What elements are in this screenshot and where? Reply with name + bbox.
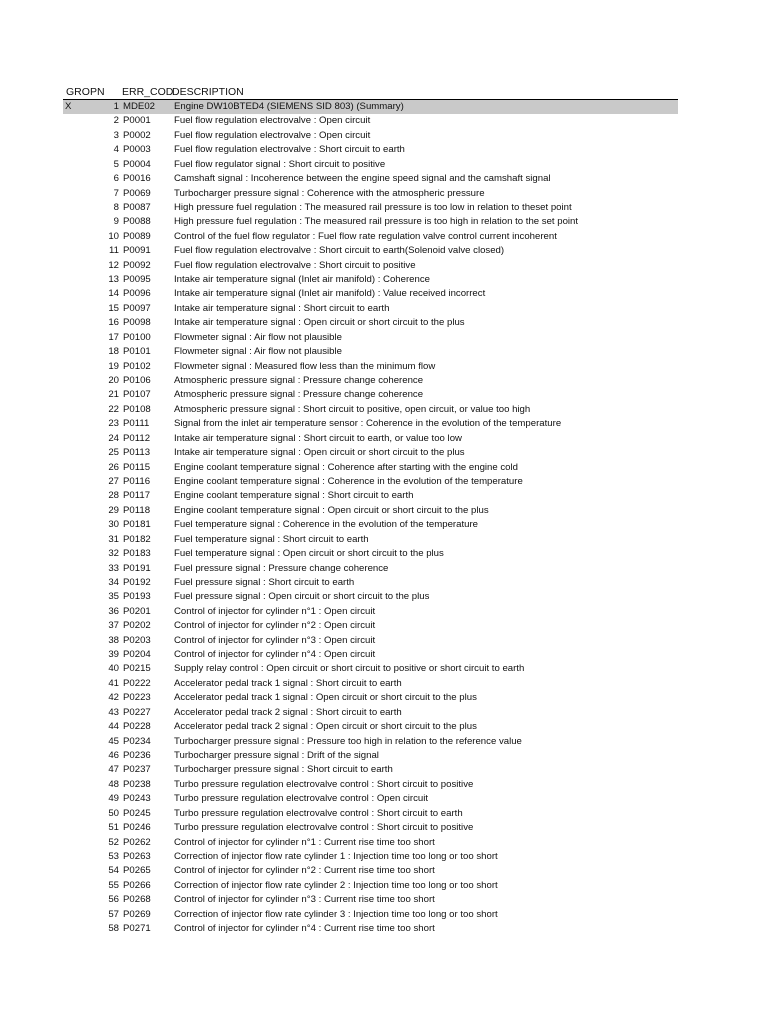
- row-number-cell: 46: [108, 749, 119, 761]
- description-cell: Control of injector for cylinder n°1 : Open circuit: [174, 605, 376, 617]
- description-cell: Accelerator pedal track 1 signal : Open circuit or short circuit to the plus: [174, 692, 477, 704]
- table-row[interactable]: [63, 259, 678, 273]
- description-cell: Turbocharger pressure signal : Pressure too high in relation to the reference value: [174, 735, 522, 747]
- table-row[interactable]: [63, 417, 678, 431]
- table-row[interactable]: [63, 446, 678, 460]
- row-number-cell: 11: [109, 245, 119, 257]
- table-body: [63, 100, 678, 936]
- table-row[interactable]: [63, 187, 678, 201]
- description-cell: Turbo pressure regulation electrovalve control : Open circuit: [174, 793, 428, 805]
- row-group-cell: [63, 158, 83, 172]
- table-row[interactable]: [63, 143, 678, 157]
- error-code-cell: P0245: [123, 807, 151, 819]
- row-number-cell: 48: [108, 778, 119, 790]
- error-code-cell: P0269: [123, 908, 151, 920]
- row-group-cell: [63, 547, 83, 561]
- table-row[interactable]: [63, 475, 678, 489]
- row-group-cell: [63, 417, 83, 431]
- header-err-cod: ERR_COD: [122, 86, 174, 98]
- table-row[interactable]: [63, 158, 678, 172]
- error-code-cell: P0201: [123, 605, 151, 617]
- row-group-cell: [63, 259, 83, 273]
- row-number-cell: 37: [108, 620, 119, 632]
- row-number-cell: 26: [108, 461, 119, 473]
- row-group-cell: [63, 230, 83, 244]
- row-number-cell: 15: [108, 302, 119, 314]
- error-code-cell: P0003: [123, 144, 151, 156]
- row-number-cell: 23: [108, 418, 119, 430]
- error-code-cell: P0092: [123, 259, 151, 271]
- row-group-cell: [63, 374, 83, 388]
- table-row[interactable]: [63, 287, 678, 301]
- error-code-cell: P0118: [123, 504, 151, 516]
- row-group-cell: [63, 172, 83, 186]
- row-group-cell: [63, 562, 83, 576]
- table-row[interactable]: [63, 807, 678, 821]
- row-group-cell: [63, 273, 83, 287]
- row-number-cell: 51: [108, 822, 119, 834]
- header-gro: GRO: [66, 86, 90, 98]
- row-number-cell: 18: [108, 346, 119, 358]
- description-cell: Intake air temperature signal : Short circuit to earth: [174, 302, 390, 314]
- row-number-cell: 16: [108, 317, 119, 329]
- error-code-cell: P0203: [123, 634, 151, 646]
- description-cell: Fuel temperature signal : Short circuit to earth: [174, 533, 369, 545]
- row-number-cell: 33: [108, 562, 119, 574]
- description-cell: Correction of injector flow rate cylinder 1 : Injection time too long or too short: [174, 850, 498, 862]
- error-code-cell: P0236: [123, 749, 151, 761]
- row-number-cell: 39: [108, 649, 119, 661]
- header-pn: PN: [90, 86, 105, 98]
- error-code-cell: P0095: [123, 274, 151, 286]
- description-cell: Accelerator pedal track 2 signal : Short circuit to earth: [174, 706, 402, 718]
- error-code-cell: P0265: [123, 865, 151, 877]
- description-cell: Signal from the inlet air temperature sensor : Coherence in the evolution of the temperature: [174, 418, 562, 430]
- error-code-cell: P0182: [123, 533, 151, 545]
- description-cell: High pressure fuel regulation : The measured rail pressure is too low in relation to theset point: [174, 201, 572, 213]
- error-code-cell: P0097: [123, 302, 151, 314]
- description-cell: Correction of injector flow rate cylinder 2 : Injection time too long or too short: [174, 879, 498, 891]
- row-group-cell: [63, 388, 83, 402]
- description-cell: Control of injector for cylinder n°2 : Open circuit: [174, 620, 376, 632]
- description-cell: Intake air temperature signal : Short circuit to earth, or value too low: [174, 432, 462, 444]
- row-number-cell: 6: [113, 173, 119, 185]
- description-cell: Atmospheric pressure signal : Pressure change coherence: [174, 389, 424, 401]
- table-row[interactable]: [63, 691, 678, 705]
- row-group-cell: [63, 634, 83, 648]
- row-number-cell: 36: [108, 605, 119, 617]
- table-row[interactable]: [63, 634, 678, 648]
- row-number-cell: 22: [108, 403, 119, 415]
- row-number-cell: 53: [108, 850, 119, 862]
- table-row[interactable]: [63, 576, 678, 590]
- description-cell: Turbocharger pressure signal : Coherence with the atmospheric pressure: [174, 187, 485, 199]
- table-row[interactable]: [63, 706, 678, 720]
- error-code-cell: P0238: [123, 778, 151, 790]
- row-number-cell: 1: [83, 100, 123, 114]
- row-number-cell: 25: [108, 447, 119, 459]
- row-group-cell: [63, 735, 83, 749]
- row-group-cell: [63, 807, 83, 821]
- error-code-cell: P0113: [123, 447, 151, 459]
- description-cell: Accelerator pedal track 2 signal : Open circuit or short circuit to the plus: [174, 721, 477, 733]
- error-code-cell: P0193: [123, 591, 151, 603]
- row-group-cell: [63, 360, 83, 374]
- table-row[interactable]: [63, 893, 678, 907]
- table-row[interactable]: [63, 922, 678, 936]
- description-cell: Atmospheric pressure signal : Pressure change coherence: [174, 375, 424, 387]
- table-row[interactable]: [63, 316, 678, 330]
- description-cell: Engine coolant temperature signal : Short circuit to earth: [174, 490, 414, 502]
- description-cell: Engine coolant temperature signal : Coherence after starting with the engine cold: [174, 461, 518, 473]
- row-number-cell: 58: [108, 923, 119, 935]
- description-cell: Fuel pressure signal : Short circuit to earth: [174, 576, 355, 588]
- description-cell: Control of injector for cylinder n°3 : Open circuit: [174, 634, 376, 646]
- description-cell: Turbocharger pressure signal : Short circuit to earth: [174, 764, 393, 776]
- error-code-cell: P0192: [123, 576, 151, 588]
- description-cell: Flowmeter signal : Measured flow less than the minimum flow: [174, 360, 436, 372]
- error-code-cell: P0098: [123, 317, 151, 329]
- row-number-cell: 52: [108, 836, 119, 848]
- row-number-cell: 8: [113, 201, 119, 213]
- description-cell: Atmospheric pressure signal : Short circuit to positive, open circuit, or value too high: [174, 403, 531, 415]
- error-code-cell: P0004: [123, 158, 151, 170]
- table-row[interactable]: [63, 432, 678, 446]
- error-code-cell: P0234: [123, 735, 151, 747]
- description-cell: Fuel temperature signal : Coherence in the evolution of the temperature: [174, 519, 478, 531]
- error-code-cell: P0101: [123, 346, 151, 358]
- row-group-cell: [63, 720, 83, 734]
- error-code-table: [63, 100, 678, 936]
- table-row[interactable]: [63, 360, 678, 374]
- description-cell: Turbo pressure regulation electrovalve control : Short circuit to positive: [174, 778, 474, 790]
- description-cell: Control of the fuel flow regulator : Fuel flow rate regulation valve control current incoherent: [174, 230, 557, 242]
- row-group-cell: [63, 706, 83, 720]
- error-code-cell: P0091: [123, 245, 151, 257]
- error-code-cell: P0266: [123, 879, 151, 891]
- table-row[interactable]: [63, 403, 678, 417]
- error-code-cell: P0115: [123, 461, 151, 473]
- row-group-cell: [63, 850, 83, 864]
- error-code-cell: P0191: [123, 562, 151, 574]
- row-group-cell: [63, 778, 83, 792]
- table-row[interactable]: [63, 850, 678, 864]
- row-number-cell: 47: [108, 764, 119, 776]
- description-cell: Control of injector for cylinder n°4 : Open circuit: [174, 649, 376, 661]
- table-row[interactable]: [63, 763, 678, 777]
- table-row[interactable]: [63, 388, 678, 402]
- error-code-cell: P0263: [123, 850, 151, 862]
- description-cell: Fuel flow regulator signal : Short circuit to positive: [174, 158, 386, 170]
- error-code-cell: P0181: [123, 519, 151, 531]
- row-number-cell: 42: [108, 692, 119, 704]
- row-group-cell: [63, 345, 83, 359]
- error-code-cell: P0088: [123, 216, 151, 228]
- row-group-cell: [63, 518, 83, 532]
- error-code-cell: P0222: [123, 677, 151, 689]
- row-group-cell: [63, 691, 83, 705]
- row-number-cell: 12: [108, 259, 119, 271]
- error-code-cell: P0111: [123, 418, 150, 430]
- row-number-cell: 43: [108, 706, 119, 718]
- row-number-cell: 31: [108, 533, 119, 545]
- error-code-cell: P0096: [123, 288, 151, 300]
- description-cell: Fuel flow regulation electrovalve : Open circuit: [174, 115, 371, 127]
- description-cell: Intake air temperature signal (Inlet air manifold) : Coherence: [174, 274, 430, 286]
- description-cell: Turbo pressure regulation electrovalve control : Short circuit to earth: [174, 807, 463, 819]
- table-row[interactable]: [63, 836, 678, 850]
- description-cell: Engine DW10BTED4 (SIEMENS SID 803) (Summary): [174, 100, 678, 114]
- row-number-cell: 9: [113, 216, 119, 228]
- row-number-cell: 30: [108, 519, 119, 531]
- table-row[interactable]: [63, 215, 678, 229]
- error-code-cell: P0116: [123, 475, 151, 487]
- row-group-cell: [63, 114, 83, 128]
- error-code-cell: P0262: [123, 836, 151, 848]
- row-group-cell: [63, 677, 83, 691]
- row-number-cell: 5: [113, 158, 119, 170]
- table-row[interactable]: [63, 562, 678, 576]
- table-row[interactable]: [63, 605, 678, 619]
- description-cell: Fuel pressure signal : Pressure change coherence: [174, 562, 389, 574]
- error-code-cell: P0223: [123, 692, 151, 704]
- table-row[interactable]: [63, 244, 678, 258]
- description-cell: Control of injector for cylinder n°1 : Current rise time too short: [174, 836, 435, 848]
- row-group-cell: [63, 143, 83, 157]
- table-row[interactable]: [63, 648, 678, 662]
- row-group-cell: [63, 836, 83, 850]
- row-group-cell: [63, 302, 83, 316]
- table-row[interactable]: [63, 273, 678, 287]
- row-group-cell: [63, 287, 83, 301]
- description-cell: Correction of injector flow rate cylinder 3 : Injection time too long or too short: [174, 908, 498, 920]
- error-code-cell: P0202: [123, 620, 151, 632]
- row-group-cell: X: [63, 100, 83, 114]
- row-number-cell: 54: [108, 865, 119, 877]
- table-row[interactable]: [63, 230, 678, 244]
- row-group-cell: [63, 331, 83, 345]
- error-code-cell: P0271: [123, 923, 151, 935]
- description-cell: Fuel flow regulation electrovalve : Short circuit to positive: [174, 259, 416, 271]
- row-number-cell: 10: [108, 230, 119, 242]
- row-group-cell: [63, 504, 83, 518]
- row-number-cell: 14: [108, 288, 119, 300]
- description-cell: Turbocharger pressure signal : Drift of the signal: [174, 749, 379, 761]
- header-description: DESCRIPTION: [172, 86, 244, 98]
- row-number-cell: 7: [113, 187, 119, 199]
- row-number-cell: 38: [108, 634, 119, 646]
- row-group-cell: [63, 864, 83, 878]
- row-group-cell: [63, 215, 83, 229]
- row-number-cell: 45: [108, 735, 119, 747]
- table-row[interactable]: [63, 374, 678, 388]
- table-row[interactable]: [63, 302, 678, 316]
- table-row[interactable]: [63, 677, 678, 691]
- error-code-cell: P0246: [123, 822, 151, 834]
- row-number-cell: 49: [108, 793, 119, 805]
- row-number-cell: 57: [108, 908, 119, 920]
- error-code-cell: P0087: [123, 201, 151, 213]
- error-code-cell: P0112: [123, 432, 151, 444]
- error-code-cell: P0237: [123, 764, 151, 776]
- row-group-cell: [63, 316, 83, 330]
- description-cell: Intake air temperature signal : Open circuit or short circuit to the plus: [174, 447, 465, 459]
- row-number-cell: 2: [113, 115, 119, 127]
- row-number-cell: 27: [108, 475, 119, 487]
- table-row[interactable]: [63, 590, 678, 604]
- error-code-cell: P0002: [123, 129, 151, 141]
- description-cell: Accelerator pedal track 1 signal : Short circuit to earth: [174, 677, 402, 689]
- error-code-cell: P0108: [123, 403, 151, 415]
- table-row[interactable]: [63, 518, 678, 532]
- table-row[interactable]: [63, 619, 678, 633]
- error-code-cell: P0106: [123, 375, 151, 387]
- description-cell: Engine coolant temperature signal : Coherence in the evolution of the temperature: [174, 475, 523, 487]
- row-number-cell: 28: [108, 490, 119, 502]
- row-group-cell: [63, 576, 83, 590]
- description-cell: Engine coolant temperature signal : Open circuit or short circuit to the plus: [174, 504, 489, 516]
- row-group-cell: [63, 922, 83, 936]
- table-row[interactable]: [63, 778, 678, 792]
- row-group-cell: [63, 129, 83, 143]
- table-row[interactable]: [63, 879, 678, 893]
- row-number-cell: 35: [108, 591, 119, 603]
- table-row[interactable]: [63, 504, 678, 518]
- row-group-cell: [63, 475, 83, 489]
- row-number-cell: 21: [108, 389, 119, 401]
- table-row[interactable]: [63, 331, 678, 345]
- error-code-cell: P0204: [123, 649, 151, 661]
- row-group-cell: [63, 893, 83, 907]
- row-group-cell: [63, 662, 83, 676]
- table-row[interactable]: [63, 792, 678, 806]
- description-cell: Control of injector for cylinder n°4 : Current rise time too short: [174, 923, 435, 935]
- row-number-cell: 29: [108, 504, 119, 516]
- table-row[interactable]: [63, 662, 678, 676]
- description-cell: Fuel flow regulation electrovalve : Short circuit to earth: [174, 144, 405, 156]
- table-row[interactable]: [63, 547, 678, 561]
- row-number-cell: 17: [108, 331, 119, 343]
- row-group-cell: [63, 244, 83, 258]
- description-cell: Camshaft signal : Incoherence between the engine speed signal and the camshaft signal: [174, 173, 551, 185]
- row-number-cell: 41: [108, 677, 119, 689]
- table-row[interactable]: [63, 201, 678, 215]
- description-cell: Turbo pressure regulation electrovalve control : Short circuit to positive: [174, 822, 474, 834]
- table-row[interactable]: [63, 533, 678, 547]
- row-group-cell: [63, 908, 83, 922]
- row-group-cell: [63, 879, 83, 893]
- row-group-cell: [63, 763, 83, 777]
- row-group-cell: [63, 619, 83, 633]
- row-number-cell: 50: [108, 807, 119, 819]
- table-row[interactable]: [63, 114, 678, 128]
- error-code-cell: P0183: [123, 548, 151, 560]
- error-code-cell: P0107: [123, 389, 151, 401]
- description-cell: Supply relay control : Open circuit or short circuit to positive or short circuit to earth: [174, 663, 525, 675]
- row-group-cell: [63, 403, 83, 417]
- error-code-cell: P0069: [123, 187, 151, 199]
- description-cell: Flowmeter signal : Air flow not plausible: [174, 346, 342, 358]
- description-cell: Fuel pressure signal : Open circuit or short circuit to the plus: [174, 591, 430, 603]
- description-cell: High pressure fuel regulation : The measured rail pressure is too high in relation to the set point: [174, 216, 579, 228]
- row-group-cell: [63, 648, 83, 662]
- table-row[interactable]: [63, 864, 678, 878]
- row-group-cell: [63, 749, 83, 763]
- row-number-cell: 3: [113, 129, 119, 141]
- row-number-cell: 55: [108, 879, 119, 891]
- row-group-cell: [63, 446, 83, 460]
- row-group-cell: [63, 821, 83, 835]
- table-row[interactable]: [63, 172, 678, 186]
- row-number-cell: 24: [108, 432, 119, 444]
- row-group-cell: [63, 590, 83, 604]
- table-row[interactable]: [63, 461, 678, 475]
- row-number-cell: 32: [108, 548, 119, 560]
- error-code-cell: P0089: [123, 230, 151, 242]
- error-code-cell: P0228: [123, 721, 151, 733]
- description-cell: Intake air temperature signal (Inlet air manifold) : Value received incorrect: [174, 288, 486, 300]
- error-code-cell: P0268: [123, 894, 151, 906]
- error-code-cell: P0117: [123, 490, 151, 502]
- table-row[interactable]: [63, 100, 678, 114]
- description-cell: Fuel flow regulation electrovalve : Open circuit: [174, 129, 371, 141]
- row-group-cell: [63, 792, 83, 806]
- row-number-cell: 13: [108, 274, 119, 286]
- row-group-cell: [63, 605, 83, 619]
- error-code-cell: P0001: [123, 115, 151, 127]
- description-cell: Control of injector for cylinder n°3 : Current rise time too short: [174, 894, 435, 906]
- table-row[interactable]: [63, 821, 678, 835]
- row-number-cell: 56: [108, 894, 119, 906]
- table-row[interactable]: [63, 489, 678, 503]
- row-number-cell: 20: [108, 375, 119, 387]
- row-group-cell: [63, 489, 83, 503]
- table-row[interactable]: [63, 749, 678, 763]
- description-cell: Control of injector for cylinder n°2 : Current rise time too short: [174, 865, 435, 877]
- description-cell: Intake air temperature signal : Open circuit or short circuit to the plus: [174, 317, 465, 329]
- table-row[interactable]: [63, 129, 678, 143]
- row-group-cell: [63, 432, 83, 446]
- row-group-cell: [63, 533, 83, 547]
- row-group-cell: [63, 201, 83, 215]
- error-code-cell: P0016: [123, 173, 151, 185]
- description-cell: Fuel flow regulation electrovalve : Short circuit to earth(Solenoid valve closed): [174, 245, 505, 257]
- error-code-cell: MDE02: [123, 100, 174, 114]
- row-number-cell: 44: [108, 721, 119, 733]
- row-group-cell: [63, 187, 83, 201]
- row-number-cell: 34: [108, 576, 119, 588]
- error-code-cell: P0100: [123, 331, 151, 343]
- table-row[interactable]: [63, 345, 678, 359]
- error-code-cell: P0243: [123, 793, 151, 805]
- description-cell: Fuel temperature signal : Open circuit or short circuit to the plus: [174, 548, 444, 560]
- row-group-cell: [63, 461, 83, 475]
- column-header-row: [0, 85, 768, 99]
- error-code-cell: P0227: [123, 706, 151, 718]
- row-number-cell: 19: [108, 360, 119, 372]
- error-code-cell: P0102: [123, 360, 151, 372]
- error-code-cell: P0215: [123, 663, 151, 675]
- table-row[interactable]: [63, 720, 678, 734]
- row-number-cell: 4: [113, 144, 119, 156]
- row-number-cell: 40: [108, 663, 119, 675]
- table-row[interactable]: [63, 735, 678, 749]
- table-row[interactable]: [63, 908, 678, 922]
- description-cell: Flowmeter signal : Air flow not plausible: [174, 331, 342, 343]
